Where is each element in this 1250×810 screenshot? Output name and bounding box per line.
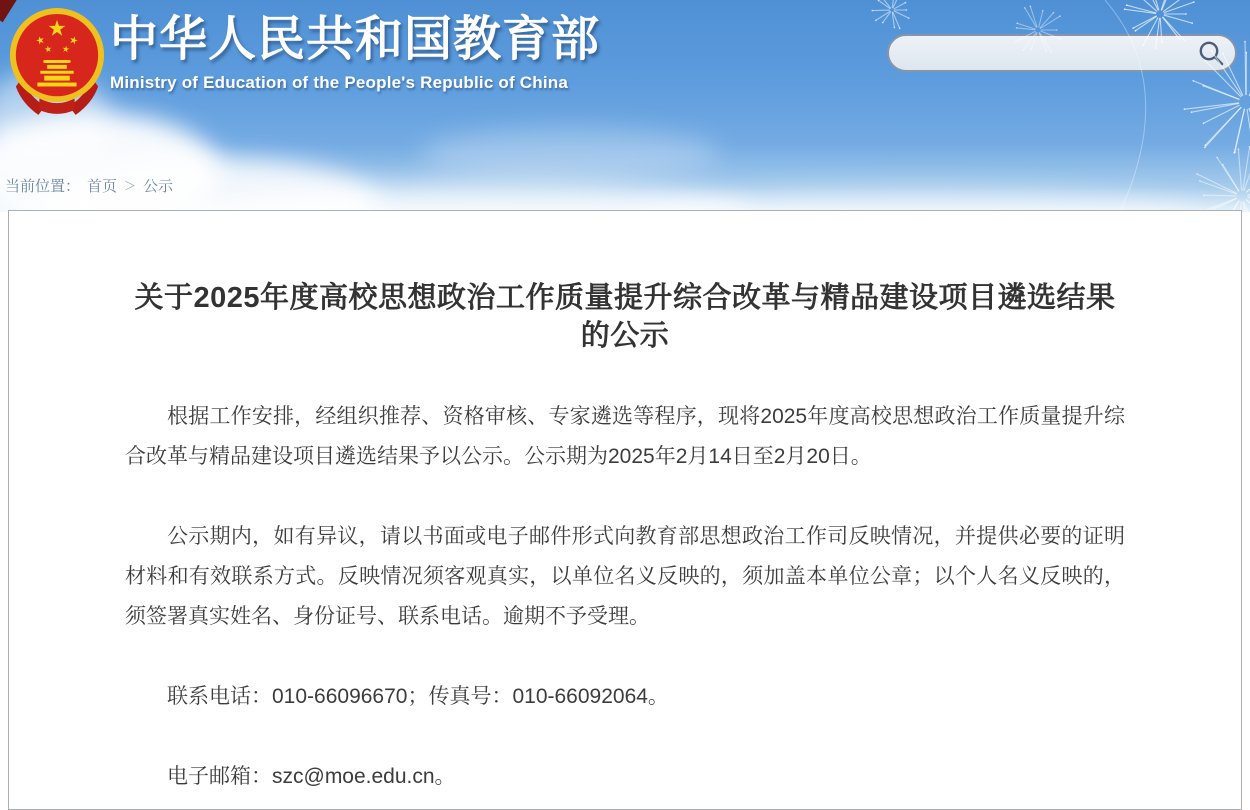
site-subtitle: Ministry of Education of the People's Republic of China [110, 73, 600, 93]
breadcrumb-item-gongshi: 公示 [143, 175, 173, 196]
breadcrumb [5, 175, 173, 195]
article-paragraph-intro: 根据工作安排，经组织推荐、资格审核、专家遴选等程序，现将2025年度高校思想政治工作质量提升综合改革与精品建设项目遴选结果予以公示。公示期为2025年2月14日至2月20日。 [125, 397, 1125, 477]
breadcrumb-prefix: 当前位置： [5, 175, 80, 196]
search-input[interactable] [889, 36, 1197, 70]
content-panel [8, 210, 1242, 810]
article-paragraph-phone: 联系电话：010-66096670；传真号：010-66092064。 [125, 677, 1125, 717]
cloud-decoration [640, 188, 1200, 212]
article-paragraph-email: 电子邮箱：szc@moe.edu.cn。 [125, 757, 1125, 797]
cloud-decoration [420, 128, 720, 178]
search-icon[interactable] [1197, 39, 1225, 67]
site-title: 中华人民共和国教育部 [110, 12, 600, 68]
national-emblem-icon [8, 4, 106, 116]
article-paragraph-objection: 公示期内，如有异议，请以书面或电子邮件形式向教育部思想政治工作司反映情况，并提供必要的证明材料和有效联系方式。反映情况须客观真实，以单位名义反映的，须加盖本单位公章；以个人名义反映的，须签署真实姓名、身份证号、联系电话。逾期不予受理。 [125, 517, 1125, 637]
header-banner [0, 0, 1250, 212]
search-box[interactable] [887, 34, 1237, 72]
article-title: 关于2025年度高校思想政治工作质量提升综合改革与精品建设项目遴选结果的公示 [125, 279, 1125, 355]
breadcrumb-separator-icon: ＞ [124, 177, 136, 194]
breadcrumb-item-home[interactable]: 首页 [87, 175, 117, 196]
site-brand [110, 12, 600, 93]
notice-article [125, 279, 1125, 797]
